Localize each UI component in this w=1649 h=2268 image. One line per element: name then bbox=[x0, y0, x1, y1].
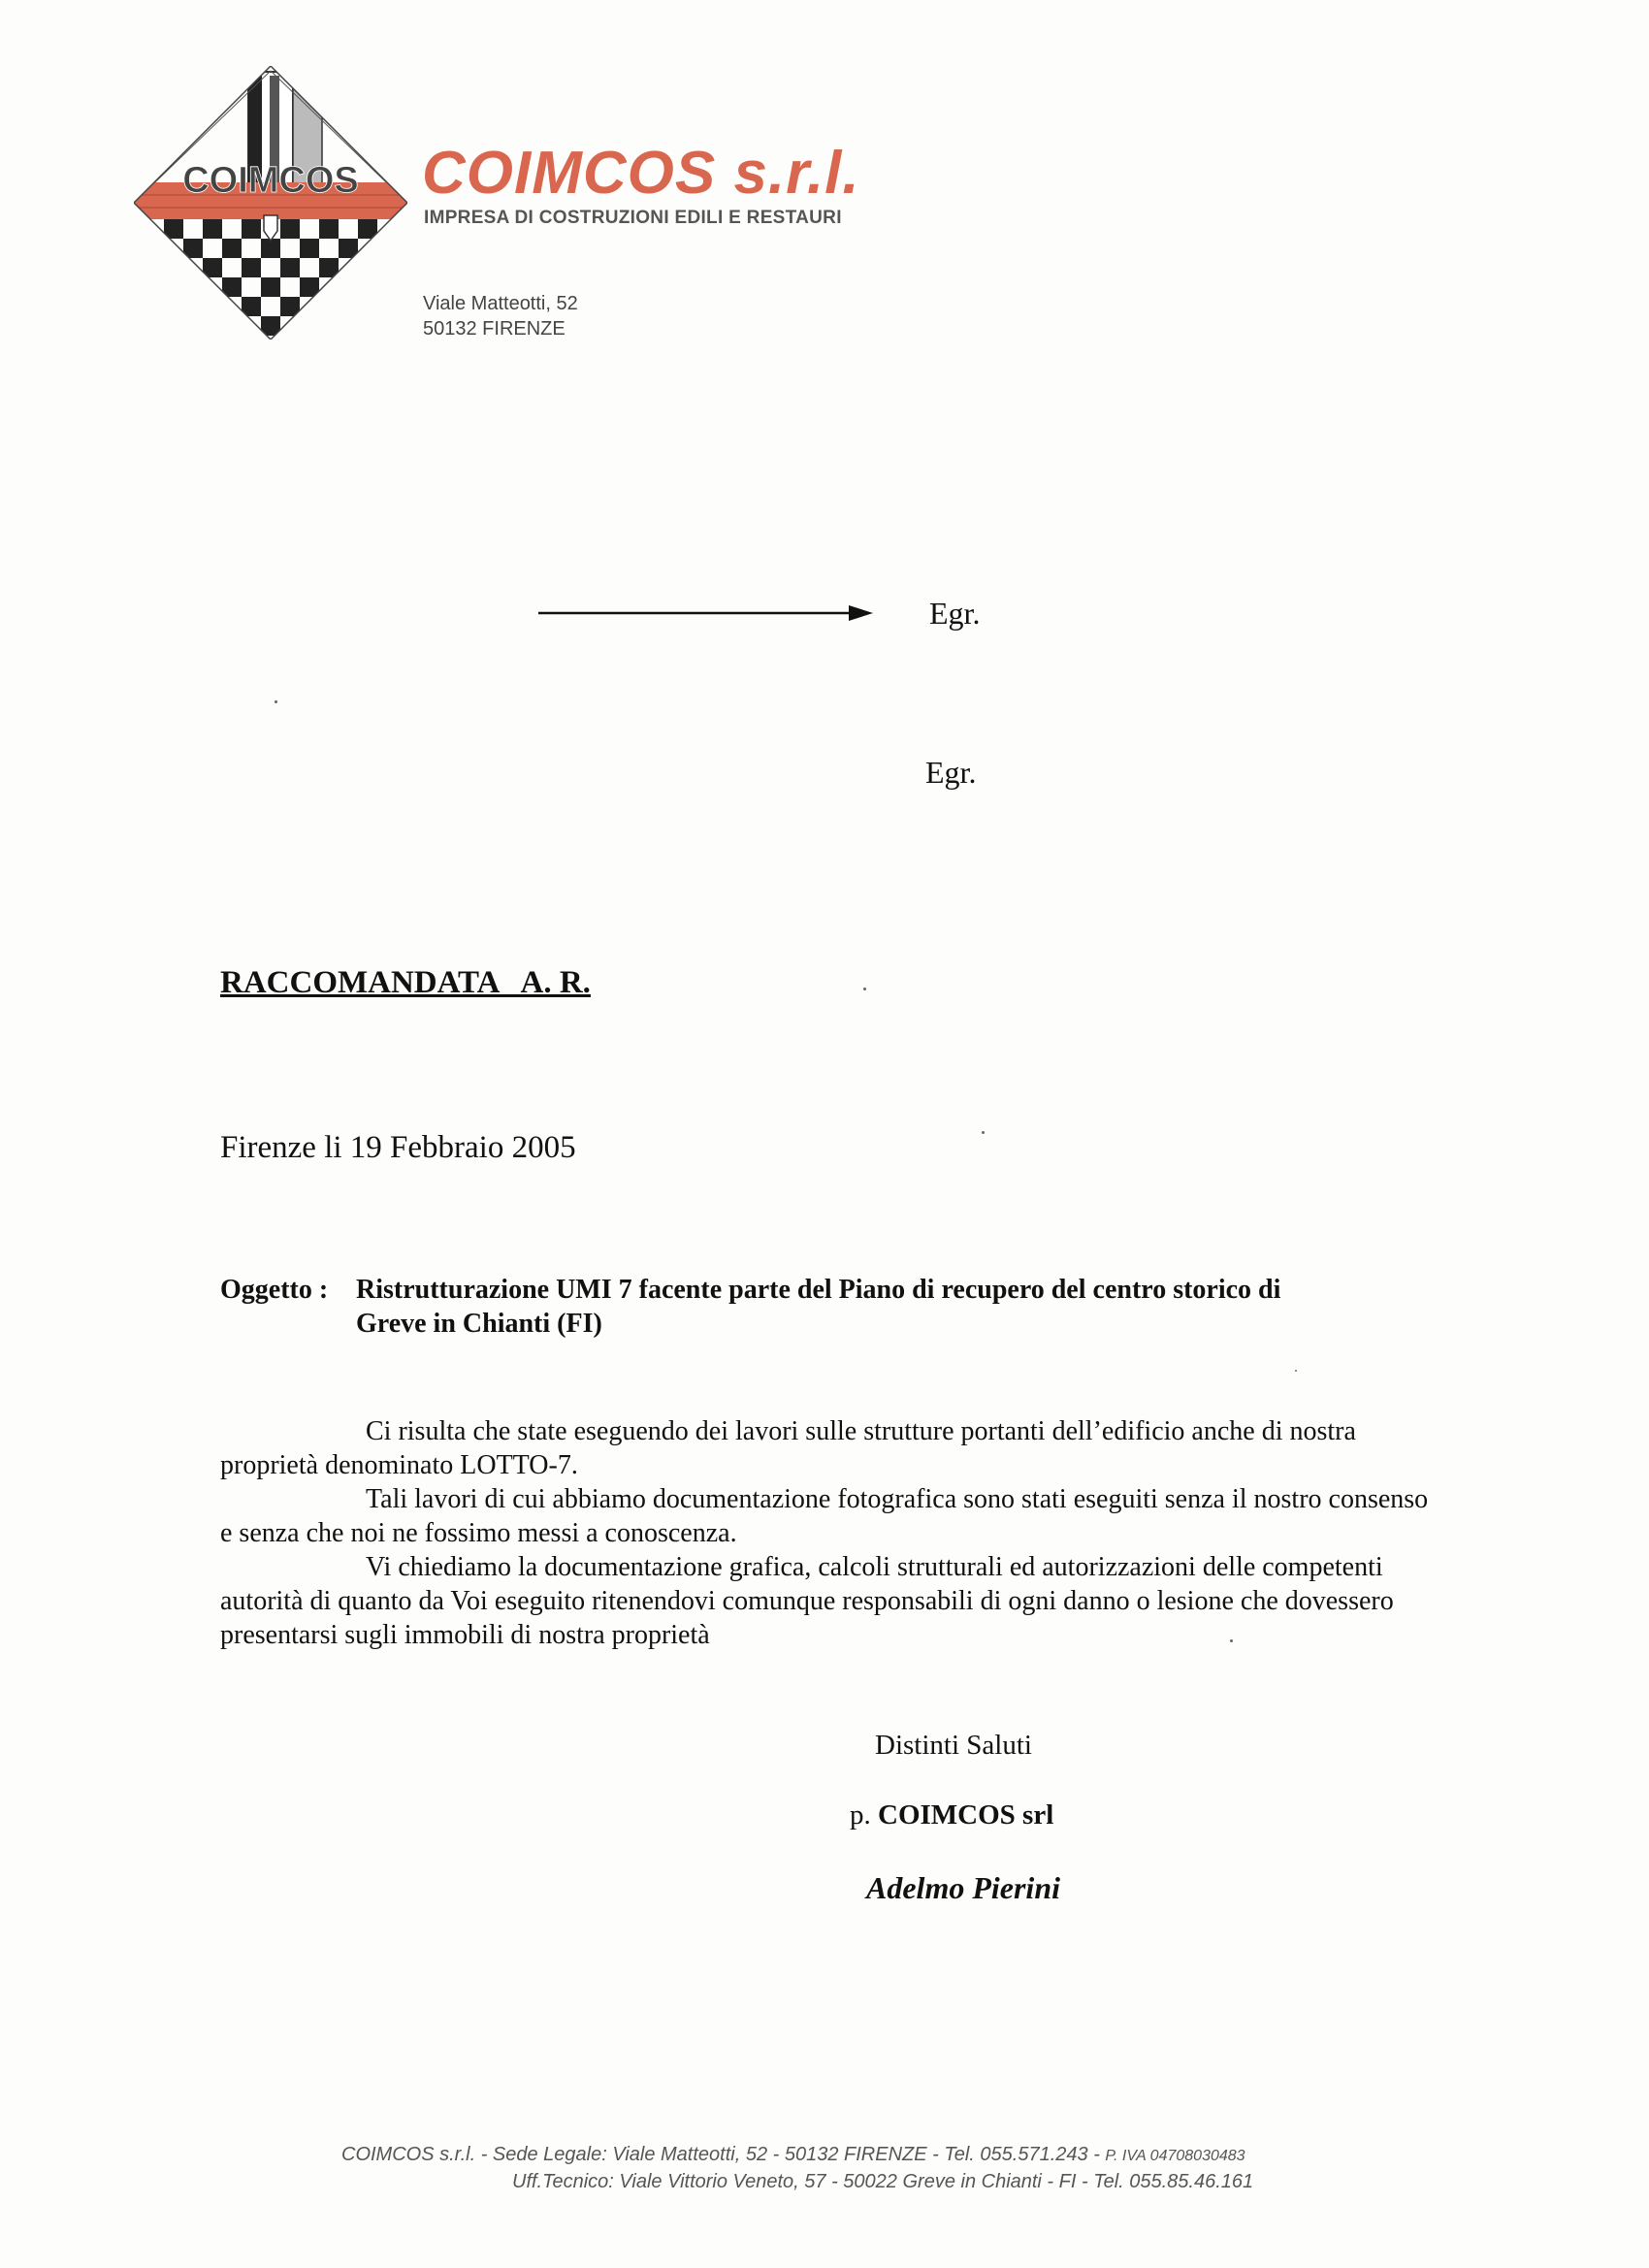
body-paragraph: Vi chiediamo la documentazione grafica, calcoli strutturali ed autorizzazioni delle competenti autorità di quanto da Voi eseguito ritenendovi comunque responsabili di ogni danno o lesione che dovessero presentarsi sugli immobili di nostra proprietà bbox=[220, 1552, 1394, 1650]
closing-salutation: Distinti Saluti bbox=[875, 1730, 1032, 1761]
footer-legal-text: COIMCOS s.r.l. - Sede Legale: Viale Matteotti, 52 - 50132 FIRENZE - Tel. 055.571.243 - bbox=[341, 2144, 1106, 2165]
company-tagline: IMPRESA DI COSTRUZIONI EDILI E RESTAURI bbox=[424, 208, 842, 228]
recipient-salutation: Egr. bbox=[925, 755, 977, 790]
logo-text: COIMCOS bbox=[182, 160, 359, 201]
company-address-city: 50132 FIRENZE bbox=[423, 318, 566, 340]
subject-text: Ristrutturazione UMI 7 facente parte del Piano di recupero del centro storico di bbox=[356, 1275, 1281, 1305]
scan-speck bbox=[863, 988, 866, 990]
footer-legal-address bbox=[341, 2144, 1245, 2166]
company-address-street: Viale Matteotti, 52 bbox=[423, 293, 578, 314]
body-paragraph: Tali lavori di cui abbiamo documentazione fotografica sono stati eseguiti senza il nostro consenso e senza che noi ne fossimo messi a conoscenza. bbox=[220, 1484, 1429, 1548]
scan-speck bbox=[982, 1131, 985, 1134]
subject-text: Greve in Chianti (FI) bbox=[356, 1309, 602, 1339]
arrow-right-icon bbox=[538, 601, 873, 625]
recipient-salutation: Egr. bbox=[929, 596, 981, 631]
footer-technical-office: Uff.Tecnico: Viale Vittorio Veneto, 57 - 50022 Greve in Chianti - FI - Tel. 055.85.46.161 bbox=[512, 2171, 1254, 2192]
scan-speck bbox=[1295, 1370, 1297, 1372]
body-paragraph: Ci risulta che state eseguendo dei lavori sulle strutture portanti dell’edificio anche di nostra proprietà denominato LOTTO-7. bbox=[220, 1416, 1356, 1480]
company-logo bbox=[134, 66, 407, 340]
signatory-company: COIMCOS srl bbox=[878, 1799, 1054, 1831]
company-name: COIMCOS s.r.l. bbox=[422, 140, 860, 207]
letter-subject bbox=[220, 1273, 1452, 1341]
subject-label: Oggetto : bbox=[220, 1275, 329, 1305]
signer-name: Adelmo Pierini bbox=[866, 1870, 1060, 1905]
scan-speck bbox=[275, 700, 277, 703]
footer-vat-number: P. IVA 04708030483 bbox=[1105, 2148, 1245, 2164]
signatory-line bbox=[850, 1799, 1053, 1831]
delivery-mode-heading: RACCOMANDATA A. R. bbox=[220, 965, 591, 1000]
scan-speck bbox=[1230, 1639, 1233, 1642]
signatory-prefix: p. bbox=[850, 1799, 871, 1831]
letter-date: Firenze li 19 Febbraio 2005 bbox=[220, 1130, 576, 1165]
